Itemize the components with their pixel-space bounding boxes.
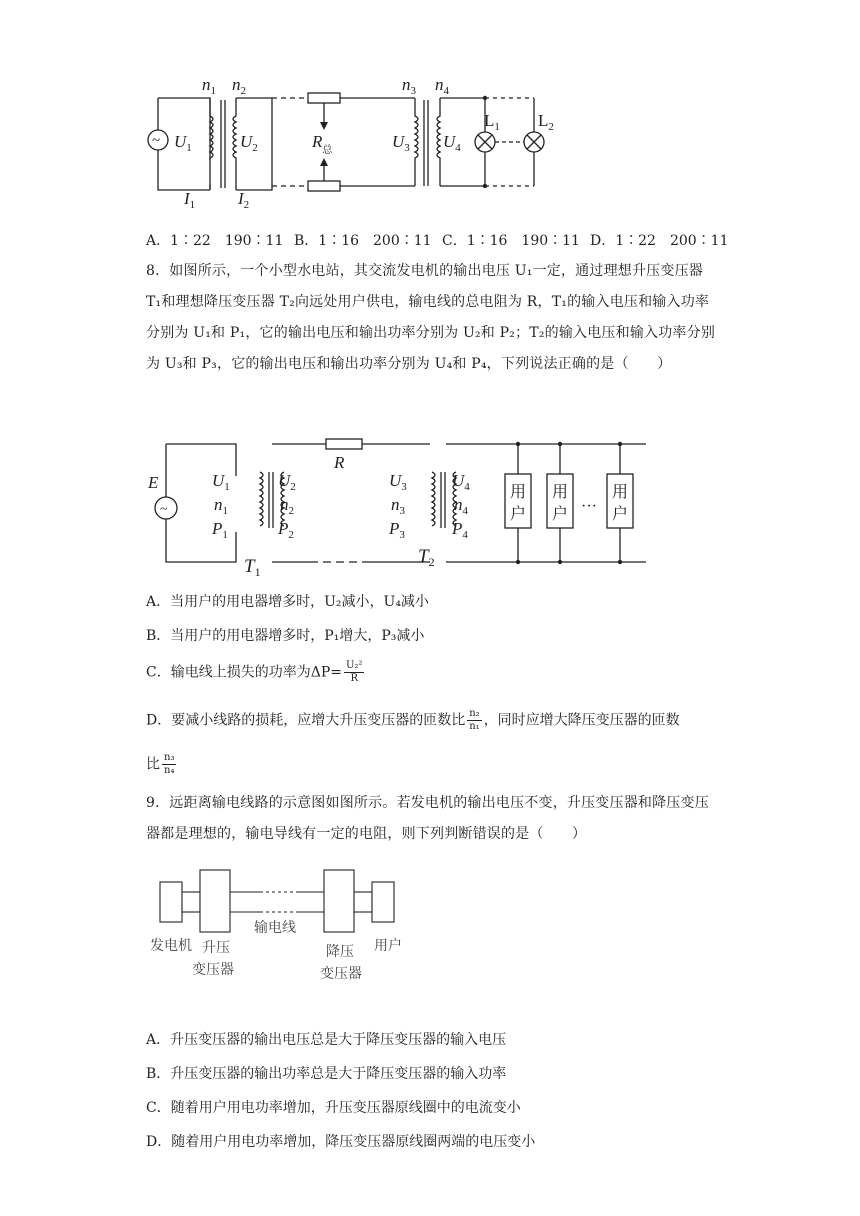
svg-text:L1: $L_1$: [484, 111, 500, 133]
svg-text:n3: $n_3$: [402, 75, 416, 97]
svg-text:E: E: [148, 473, 159, 492]
svg-text:U1: $U_1$: [212, 471, 230, 493]
q8-circuit-diagram: [140, 436, 650, 576]
svg-text:用: 用: [611, 484, 629, 501]
svg-text:~: ~: [160, 502, 168, 517]
q7-option-c[interactable]: C．1∶16 190∶11: [442, 233, 580, 249]
svg-text:n2: $n_2$: [280, 495, 294, 517]
svg-text:用: 用: [509, 484, 527, 501]
svg-text:U2: $U_2$: [278, 471, 296, 493]
svg-text:户: 户: [551, 506, 569, 523]
svg-text:P1: $P_1$: [212, 519, 228, 541]
svg-text:n4: $n_4$: [454, 495, 468, 517]
svg-text:n4: $n_4$: [435, 75, 449, 97]
svg-text:升压: 升压: [202, 941, 230, 956]
q8-option-c[interactable]: C．输电线上损失的功率为ΔP= $\frac{\text{U₂²}}{R}$: [146, 660, 363, 684]
svg-text:L2: $L_2$: [538, 111, 554, 133]
svg-text:户: 户: [509, 506, 527, 523]
svg-text:P4: $P_4$: [452, 519, 468, 541]
svg-text:U3: $U_3$: [392, 132, 410, 154]
q8-option-d[interactable]: D．要减小线路的损耗，应增大升压变压器的匝数比 $\frac{\text{n₂}}{\text{n₁}}$ ，同时应增大降压变压器的匝数: [146, 708, 680, 732]
q8-option-a[interactable]: A．当用户的用电器增多时，U₂减小，U₄减小: [146, 594, 429, 610]
svg-text:n1: $n_1$: [202, 75, 216, 97]
q9-transmission-diagram: [140, 864, 420, 984]
svg-text:n1: $n_1$: [214, 495, 228, 517]
svg-text:I2: $I_2$: [238, 189, 250, 210]
q7-option-b[interactable]: B．1∶16 200∶11: [294, 233, 432, 249]
turns-ratio-fraction-1: $\frac{\text{n₂}}{\text{n₁}}$: [469, 708, 480, 732]
q8-stem: 8．如图所示，一个小型水电站，其交流发电机的输出电压 U₁一定，通过理想升压变压器 T₁和理想降压变压器 T₂向远处用户供电，输电线的总电阻为 R，T₁的输入电压和输入功率分别为 U₁和 P₁，它的输出电压和输出功率分别为 U₂和 P₂；T₂的输入电压和输入功率分别为 U₃和 P₃，它的输出电压和输出功率分别为 U₄和 P₄，下列说法正确的是（ ）: [146, 263, 716, 372]
svg-text:变压器: 变压器: [192, 963, 234, 978]
q9-option-b[interactable]: B．升压变压器的输出功率总是大于降压变压器的输入功率: [146, 1066, 507, 1082]
svg-text:U4: $U_4$: [443, 132, 461, 154]
q9-option-a[interactable]: A．升压变压器的输出电压总是大于降压变压器的输入电压: [146, 1032, 507, 1048]
svg-text:U3: $U_3$: [389, 471, 407, 493]
svg-text:R: R: [334, 453, 345, 472]
svg-text:T1: $T_1$: [244, 556, 261, 576]
q7-option-d[interactable]: D．1∶22 200∶11: [590, 233, 729, 249]
q7-circuit-diagram: [140, 70, 570, 210]
q7-option-a[interactable]: A．1∶22 190∶11: [146, 233, 284, 249]
q8-option-b[interactable]: B．当用户的用电器增多时，P₁增大，P₃减小: [146, 628, 425, 644]
svg-text:P2: $P_2$: [278, 519, 294, 541]
svg-text:T2: $T_2$: [418, 546, 435, 569]
q7-options: [146, 230, 746, 250]
svg-text:发电机: 发电机: [150, 939, 192, 954]
svg-text:用户: 用户: [374, 939, 402, 954]
svg-text:n2: $n_2$: [232, 75, 246, 97]
svg-text:U1: $U_1$: [174, 132, 192, 154]
svg-text:U2: $U_2$: [240, 132, 258, 154]
q9-stem: 9．远距离输电线路的示意图如图所示。若发电机的输出电压不变，升压变压器和降压变压器都是理想的，输电导线有一定的电阻，则下列判断错误的是（ ）: [146, 795, 709, 842]
svg-text:R总: $R_总$: [312, 132, 333, 156]
power-loss-fraction: $\frac{\text{U₂²}}{R}$: [345, 660, 363, 684]
svg-text:···: ···: [581, 498, 597, 515]
turns-ratio-fraction-2: $\frac{\text{n₃}}{\text{n₄}}$: [164, 752, 175, 776]
q9-option-c[interactable]: C．随着用户用电功率增加，升压变压器原线圈中的电流变小: [146, 1100, 521, 1116]
svg-text:n3: $n_3$: [391, 495, 405, 517]
svg-text:户: 户: [611, 506, 629, 523]
svg-text:输电线: 输电线: [254, 921, 296, 936]
ac-source-symbol: ~: [152, 133, 161, 149]
svg-text:变压器: 变压器: [320, 967, 362, 982]
svg-text:P3: $P_3$: [389, 519, 405, 541]
q9-option-d[interactable]: D．随着用户用电功率增加，降压变压器原线圈两端的电压变小: [146, 1134, 536, 1150]
svg-text:用: 用: [551, 484, 569, 501]
svg-text:I1: $I_1$: [184, 189, 196, 210]
svg-text:U4: $U_4$: [452, 471, 470, 493]
q8-option-d-cont: 比 $\frac{\text{n₃}}{\text{n₄}}$: [146, 752, 175, 776]
svg-text:降压: 降压: [326, 945, 354, 960]
